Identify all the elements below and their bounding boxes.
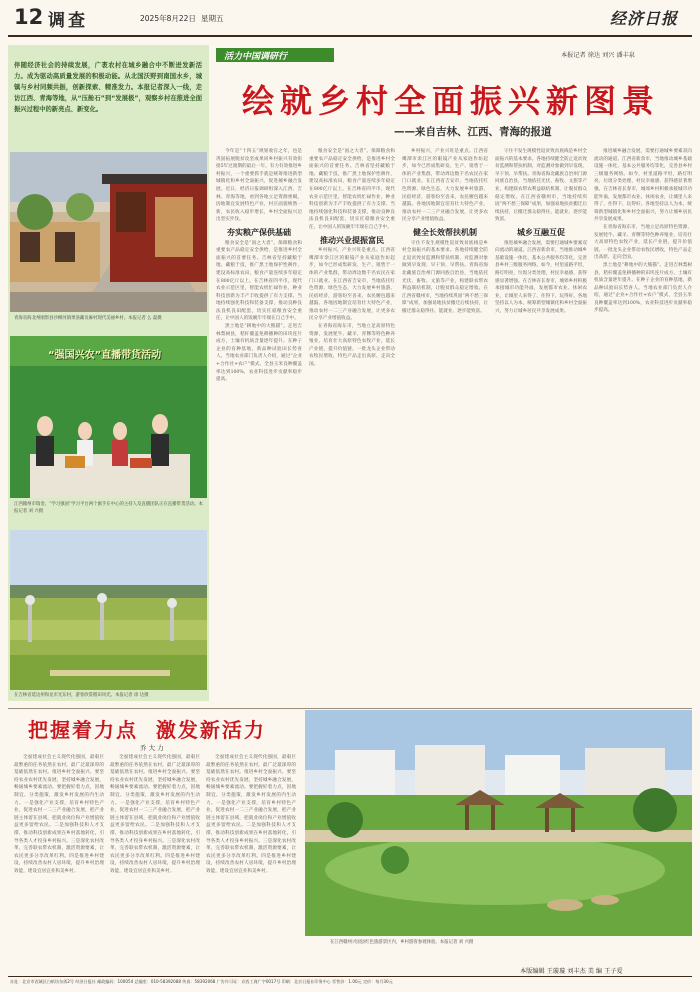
article-col-4 xyxy=(495,148,587,706)
photo-park-caption: 在江西赣州兴国县红色旅游景区内，乡村游客参观体验。本报记者 刘 兴摄 xyxy=(330,940,474,945)
photo-livestream xyxy=(10,336,207,498)
masthead-logo: 经济日报 xyxy=(610,9,679,28)
photo-field-caption: 在吉林省延边州和龙市光东村，游客欣赏稻田风光。本报记者 徐 达摄 xyxy=(14,693,149,698)
section-2b-text: 在青海省海东市，当地立足高原特色资源，发展牦牛、藏羊、青稞等特色种养殖业，培育壮大高原特色农牧产业，延长产业链，提升价值链。一批龙头企业带动农牧民增收，特色产品走出高原、走向全国。 xyxy=(309,324,395,368)
commentary-divider xyxy=(8,708,692,709)
byline-bar xyxy=(216,48,692,62)
section-3-text: 守住不发生规模性返贫致贫底线是乡村全面振兴的基本要求。各地持续健全防止返贫致贫监测和帮扶机制，对监测对象做到早发现、早干预、早帮扶。青海省海北藏族自治州门源回族自治县，当地依托光伏、畜牧、文旅等产业，构建联农带农利益联结机制，让脱贫群众稳定增收。在江西省赣州市，当地持续巩固“两不愁三保障”成果，加强易地扶贫搬迁后续扶持，让搬迁群众稳得住、能就业、逐步能致富。 xyxy=(402,240,488,314)
commentary-text-3: 全面建成社会主义现代化强国，最艰巨最繁重的任务依然在农村，最广泛最深厚的基础依然在农村。推进乡村全面振兴，要坚持农业农村优先发展，坚持城乡融合发展，畅通城乡要素流动。要把握好着力点，因地制宜、分类施策，激发乡村发展的内生动力。一是强化产业支撑，培育乡村特色产业，促进农村一二三产业融合发展，把产业链主体留在县域，把就业岗位和产业增值收益更多留给农民。二是加强科技和人才支撑，推动科技创新成果在乡村落地转化，引导各类人才投身乡村振兴。三是深化农村改革，完善联农带农机制，激活资源要素，让农民更多分享改革红利。四是推进乡村建设，持续改善农村人居环境，提升乡村治理效能，建设宜居宜业和美乡村。 xyxy=(206,755,296,874)
byline: 本报记者 徐达 刘兴 潘丰泉 xyxy=(561,52,635,59)
headline: 绘就乡村全面振兴新图景 xyxy=(241,82,660,120)
section-heading-1: 夯实粮产保供基础 xyxy=(227,227,291,237)
section-2-cont: 乡村振兴，产业兴旺是重点。江西省鹰潭市余江区的眼镜产业从家庭作坊起步，如今已形成集研发、生产、销售于一体的产业集群，带动周边数千名农民在家门口就业。在江西省吉安市，当地依托红色资源、绿色生态，大力发展乡村旅游、民宿经济，游客纷至沓来，农民腰包越来越鼓。各地因地制宜培育壮大特色产业，推动农村一二三产业融合发展，让更多农民分享产业增值收益。 xyxy=(402,149,488,223)
page-number: 12 xyxy=(14,5,44,29)
photo-village-caption: 青海省海北州刚察县沙柳河镇果洛藏贡麻村现代美丽乡村。本报记者 么 磊摄 xyxy=(14,316,162,321)
page-header xyxy=(0,0,700,36)
section-3-cont: 守住不发生规模性返贫致贫底线是乡村全面振兴的基本要求。各地持续健全防止返贫致贫监测和帮扶机制，对监测对象做到早发现、早干预、早帮扶。青海省海北藏族自治州门源回族自治县，当地依托光伏、畜牧、文旅等产业，构建联农带农利益联结机制，让脱贫群众稳定增收。在江西省赣州市，当地持续巩固“两不愁三保障”成果，加强易地扶贫搬迁后续扶持，让搬迁群众稳得住、能就业、逐步能致富。 xyxy=(495,149,587,223)
section-1b-cont: 黑土地是“耕地中的大熊猫”。走进吉林梨树县，秸秆覆盖免耕播种的田块连片成方，土壤有机质含量逐年提升。在种子企业的育种基地，新品种试验田长势喜人。当地农业部门负责人介绍，通过“企业+合作社+农户”模式，全县玉米良种覆盖率达到100%，农业科技进步贡献率稳步提高。 xyxy=(594,262,692,314)
subheadline: ——来自吉林、江西、青海的报道 xyxy=(394,126,552,138)
photo-park xyxy=(305,710,692,936)
section-2-text: 乡村振兴，产业兴旺是重点。江西省鹰潭市余江区的眼镜产业从家庭作坊起步，如今已形成集研发、生产、销售于一体的产业集群，带动周边数千名农民在家门口就业。在江西省吉安市，当地依托红色资源、绿色生态，大力发展乡村旅游、民宿经济，游客纷至沓来，农民腰包越来越鼓。各地因地制宜培育壮大特色产业，推动农村一二三产业融合发展，让更多农民分享产业增值收益。 xyxy=(309,248,395,322)
article-col-3 xyxy=(402,148,488,706)
photo-rice-field xyxy=(10,530,207,690)
issue-weekday: 星期五 xyxy=(201,14,224,23)
section-title: 调查 xyxy=(48,11,88,31)
section-1b-text: 黑土地是“耕地中的大熊猫”。走进吉林梨树县，秸秆覆盖免耕播种的田块连片成方，土壤有机质含量逐年提升。在种子企业的育种基地，新品种试验田长势喜人。当地农业部门负责人介绍，通过“企业+合作社+农户”模式，全县玉米良种覆盖率达到100%，农业科技进步贡献率稳步提高。 xyxy=(216,324,302,383)
editors-line: 本版编辑 王璇璇 刘丰杰 美 编 王子爱 xyxy=(520,968,623,975)
issue-date: 2025年8月22日 xyxy=(140,14,196,23)
photo-livestream-caption: 江西赣州市瑞金、“学习强国”学习平台两个旗手在中心的主持人及直播团队正在直播带货活动。本报记者 刘 兴摄 xyxy=(14,502,203,514)
commentary-author: 乔 大 力 xyxy=(140,744,164,752)
lead-paragraph: 今年是“十四五”规划收官之年，也是巩固拓展脱贫攻坚成果同乡村振兴有效衔接5年过渡期的最后一年。有力有效推进乡村振兴，一个重要抓手就是统筹推进新型城镇化和乡村全面振兴，促进城乡融合发展。近日，经济日报调研组深入江西、吉林、青海等地，看到各地立足资源禀赋，因地制宜发展特色产业，村庄面貌焕然一新，农民收入稳步增长，乡村全面振兴迈出坚实步伐。 xyxy=(216,149,302,223)
section-heading-3: 健全长效帮扶机制 xyxy=(413,227,477,237)
section-4-cont: 推进城乡融合发展，需要打通城乡要素双向流动的通道。江西省新余市，当地推动城乡基础设施一体化、基本公共服务均等化，完善县乡村三级服务网络。如今，村里道路平坦，路灯明亮，垃圾分类处理，村民幸福感、获得感显著增强。在吉林省长春市，城郊乡村积极承接城市功能外溢，发展都市农业、休闲农业，让城里人来得了、住得下、玩得好。各地坚持以人为本，统筹新型城镇化和乡村全面振兴，努力让城乡居民共享发展成果。 xyxy=(594,149,692,223)
commentary-text-1: 全面建成社会主义现代化强国，最艰巨最繁重的任务依然在农村，最广泛最深厚的基础依然在农村。推进乡村全面振兴，要坚持农业农村优先发展，坚持城乡融合发展，畅通城乡要素流动。要把握好着力点，因地制宜、分类施策，激发乡村发展的内生动力。一是强化产业支撑，培育乡村特色产业，促进农村一二三产业融合发展，把产业链主体留在县域，把就业岗位和产业增值收益更多留给农民。二是加强科技和人才支撑，推动科技创新成果在乡村落地转化，引导各类人才投身乡村振兴。三是深化农村改革，完善联农带农机制，激活资源要素，让农民更多分享改革红利。四是推进乡村建设，持续改善农村人居环境，提升乡村治理效能，建设宜居宜业和美乡村。 xyxy=(14,755,104,874)
intro-box xyxy=(14,60,202,142)
commentary-title: 把握着力点 激发新活力 xyxy=(28,718,266,742)
section-1-text: 粮食安全是“国之大者”。保障粮食和重要农产品稳定安全供给，是推进乡村全面振兴的首要任务。吉林省坚持藏粮于地、藏粮于技，推广黑土地保护性耕作，建设高标准农田，粮食产量连续多年稳定在800亿斤以上。在吉林省四平市，现代农业示范区里，智能农机忙碌作业，种业科技创新为丰产丰收提供了有力支撑。当地持续强化科技和装备支撑，推动良种良法良机良田配套，切实扛稳粮食安全重任，让中国人的饭碗牢牢端在自己手中。 xyxy=(216,240,302,322)
section-heading-4: 城乡互融互促 xyxy=(517,227,565,237)
section-2b-cont: 在青海省海东市，当地立足高原特色资源，发展牦牛、藏羊、青稞等特色种养殖业，培育壮大高原特色农牧产业，延长产业链，提升价值链。一批龙头企业带动农牧民增收，特色产品走出高原、走向全国。 xyxy=(594,224,692,261)
article-col-2 xyxy=(309,148,395,706)
footer-rule xyxy=(8,976,692,977)
article-col-1 xyxy=(216,148,302,706)
section-4-text: 推进城乡融合发展，需要打通城乡要素双向流动的通道。江西省新余市，当地推动城乡基础设施一体化、基本公共服务均等化，完善县乡村三级服务网络。如今，村里道路平坦，路灯明亮，垃圾分类处理，村民幸福感、获得感显著增强。在吉林省长春市，城郊乡村积极承接城市功能外溢，发展都市农业、休闲农业，让城里人来得了、住得下、玩得好。各地坚持以人为本，统筹新型城镇化和乡村全面振兴，努力让城乡居民共享发展成果。 xyxy=(495,240,587,314)
footer-info: 社址：北京市西城区白纸坊东街2号 经济日报社 邮政编码：100054 总编室：010-58392088 传真：58392068 广告许可证：京西工商广字0017号 印刷：北京日报社印务中心 零售价：1.00元 定价：每月30元 xyxy=(10,979,393,984)
header-rule xyxy=(8,35,692,37)
commentary-text-2: 全面建成社会主义现代化强国，最艰巨最繁重的任务依然在农村，最广泛最深厚的基础依然在农村。推进乡村全面振兴，要坚持农业农村优先发展，坚持城乡融合发展，畅通城乡要素流动。要把握好着力点，因地制宜、分类施策，激发乡村发展的内生动力。一是强化产业支撑，培育乡村特色产业，促进农村一二三产业融合发展，把产业链主体留在县域，把就业岗位和产业增值收益更多留给农民。二是加强科技和人才支撑，推动科技创新成果在乡村落地转化，引导各类人才投身乡村振兴。三是深化农村改革，完善联农带农机制，激活资源要素，让农民更多分享改革红利。四是推进乡村建设，持续改善农村人居环境，提升乡村治理效能，建设宜居宜业和美乡村。 xyxy=(110,755,200,874)
photo-village-street xyxy=(10,152,207,312)
commentary-col-3 xyxy=(206,754,296,960)
commentary-col-2 xyxy=(110,754,200,960)
kicker: 活力中国调研行 xyxy=(224,52,288,62)
article-col-5 xyxy=(594,148,692,706)
section-1-cont: 粮食安全是“国之大者”。保障粮食和重要农产品稳定安全供给，是推进乡村全面振兴的首要任务。吉林省坚持藏粮于地、藏粮于技，推广黑土地保护性耕作，建设高标准农田，粮食产量连续多年稳定在800亿斤以上。在吉林省四平市，现代农业示范区里，智能农机忙碌作业，种业科技创新为丰产丰收提供了有力支撑。当地持续强化科技和装备支撑，推动良种良法良机良田配套，切实扛稳粮食安全重任，让中国人的饭碗牢牢端在自己手中。 xyxy=(309,149,395,230)
intro-text: 伴随经济社会的持续发展，广袤农村在城乡融合中不断迸发新活力。成为驱动高质量发展的积极动能。从北国沃野到南国水乡，城镇与乡村同频共振，创新探索、精准发力。本报记者深入一线，走访江西、青海等地，从“压舱石”到“发展极”，观察乡村在推进全面振兴过程中的新亮点、新变化。 xyxy=(14,62,202,113)
section-heading-2: 推动兴业提振富民 xyxy=(320,235,384,245)
livestream-banner: “强国兴农”直播带货活动 xyxy=(48,350,162,361)
commentary-col-1 xyxy=(14,754,104,960)
